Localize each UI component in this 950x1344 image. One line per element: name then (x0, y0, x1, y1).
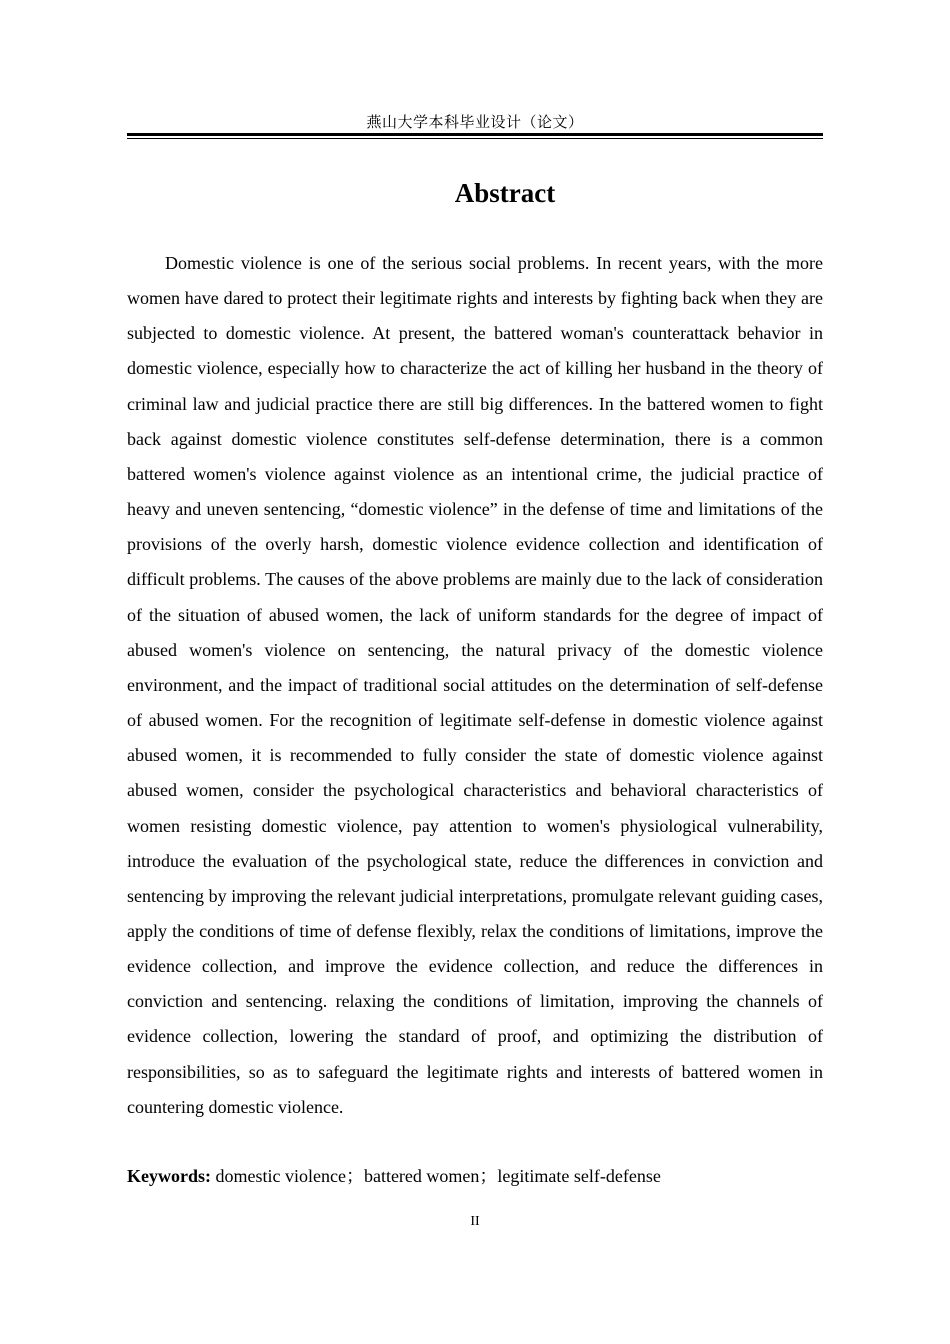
page-number: II (470, 1214, 480, 1229)
header-rule-thick (127, 133, 823, 136)
keywords-line (127, 1159, 823, 1194)
running-header: 燕山大学本科毕业设计（论文） (366, 115, 584, 131)
abstract-heading: Abstract (454, 178, 556, 208)
keywords-label: Keywords: (127, 1166, 211, 1186)
abstract-body: Domestic violence is one of the serious social problems. In recent years, with the more women have dared to protect their legitimate rights and interests by fighting back when they are subjected to domestic violence. At present, the battered woman's counterattack behavior in domestic violence, especially how to characterize the act of killing her husband in the theory of criminal law and judicial practice there are still big differences. In the battered women to fight back against domestic violence constitutes self-defense determination, there is a common battered women's violence against violence as an intentional crime, the judicial practice of heavy and uneven sentencing, “domestic violence” in the defense of time and limitations of the provisions of the overly harsh, domestic violence evidence collection and identification of difficult problems. The causes of the above problems are mainly due to the lack of consideration of the situation of abused women, the lack of uniform standards for the degree of impact of abused women's violence on sentencing, the natural privacy of the domestic violence environment, and the impact of traditional social attitudes on the determination of self-defense of abused women. For the recognition of legitimate self-defense in domestic violence against abused women, it is recommended to fully consider the state of domestic violence against abused women, consider the psychological characteristics and behavioral characteristics of women resisting domestic violence, pay attention to women's physiological vulnerability, introduce the evaluation of the psychological state, reduce the differences in conviction and sentencing by improving the relevant judicial interpretations, promulgate relevant guiding cases, apply the conditions of time of defense flexibly, relax the conditions of limitations, improve the evidence collection, and improve the evidence collection, and reduce the differences in conviction and sentencing. relaxing the conditions of limitation, improving the channels of evidence collection, lowering the standard of proof, and optimizing the distribution of responsibilities, so as to safeguard the legitimate rights and interests of battered women in countering domestic violence. (127, 253, 823, 1117)
header-rule-thin (127, 138, 823, 139)
keywords-value: domestic violence；battered women；legitimate self-defense (211, 1166, 661, 1186)
